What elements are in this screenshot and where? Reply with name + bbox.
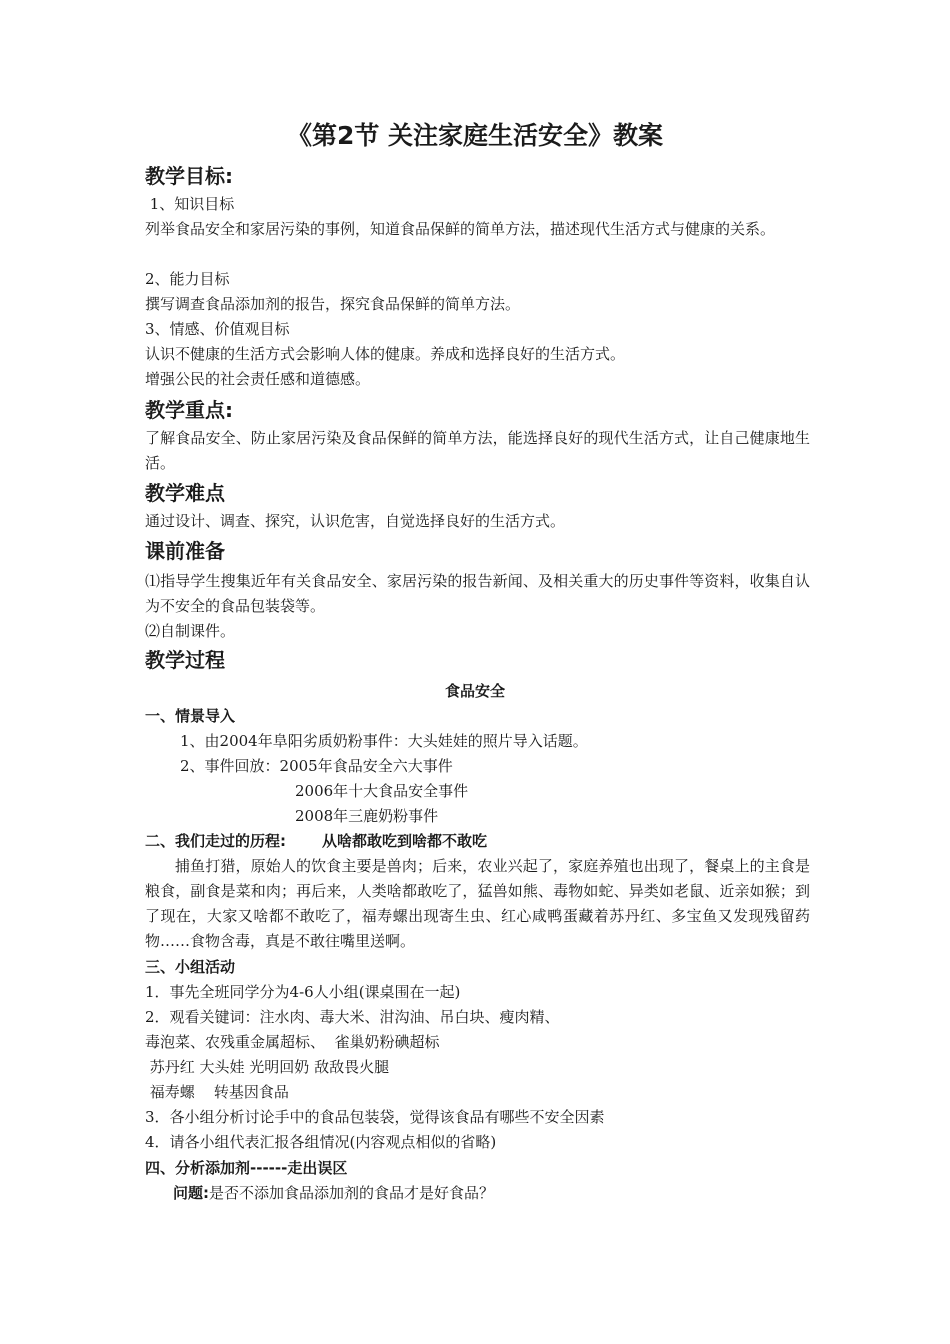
part2-heading	[145, 830, 487, 852]
ability-objective-text: 撰写调查食品添加剂的报告，探究食品保鲜的简单方法。	[145, 295, 521, 313]
part3-title: 三、小组活动	[145, 958, 236, 976]
part2-title: 二、我们走过的历程:	[145, 832, 286, 850]
key-points-text: 了解食品安全、防止家居污染及食品保鲜的简单方法，能选择良好的现代生活方式，让自己健康地生活。	[145, 429, 810, 472]
difficulties-heading: 教学难点	[145, 481, 225, 505]
part3-line-2: 2．观看关键词：注水肉、毒大米、泔沟油、吊白块、瘦肉精、	[145, 1008, 560, 1026]
preparation-item-1: ⑴指导学生搜集近年有关食品安全、家居污染的报告新闻、及相关重大的历史事件等资料，收集自认为不安全的食品包装袋等。	[145, 572, 810, 615]
part2-subtitle: 从啥都敢吃到啥都不敢吃	[322, 832, 488, 850]
part3-line-6: 3．各小组分析讨论手中的食品包装袋，觉得该食品有哪些不安全因素	[145, 1108, 605, 1126]
process-heading: 教学过程	[145, 648, 225, 672]
question-text: 是否不添加食品添加剂的食品才是好食品？	[209, 1184, 495, 1202]
section-title: 食品安全	[444, 682, 505, 700]
ability-objective-label: 2、能力目标	[145, 270, 230, 288]
document-title: 《第2节 关注家庭生活安全》教案	[286, 121, 664, 150]
part3-line-3: 毒泡菜、农残重金属超标、 雀巢奶粉碘超标	[145, 1033, 440, 1051]
preparation-heading: 课前准备	[145, 539, 225, 563]
emotion-objective-text-1: 认识不健康的生活方式会影响人体的健康。养成和选择良好的生活方式。	[145, 345, 626, 363]
part1-line-1: 1、由2004年阜阳劣质奶粉事件：大头娃娃的照片导入话题。	[180, 732, 588, 750]
emotion-objective-text-2: 增强公民的社会责任感和道德感。	[145, 370, 371, 388]
question-label: 问题:	[173, 1184, 209, 1202]
part1-line-4: 2008年三鹿奶粉事件	[295, 807, 439, 825]
part3-line-7: 4．请各小组代表汇报各组情况(内容观点相似的省略)	[145, 1133, 497, 1151]
knowledge-objective-text: 列举食品安全和家居污染的事例，知道食品保鲜的简单方法，描述现代生活方式与健康的关系。	[145, 220, 776, 238]
part3-line-5: 福寿螺 转基因食品	[145, 1083, 289, 1101]
part2-text: 捕鱼打猎，原始人的饮食主要是兽肉；后来，农业兴起了，家庭养殖也出现了，餐桌上的主食是粮食，副食是菜和肉；再后来，人类啥都敢吃了，猛兽如熊、毒物如蛇、异类如老鼠、近亲如猴；到了现在，大家又啥都不敢吃了，福寿螺出现寄生虫、红心咸鸭蛋藏着苏丹红、多宝鱼又发现残留药物……食物含毒，真是不敢往嘴里送啊。	[145, 857, 810, 950]
preparation-item-2: ⑵自制课件。	[145, 622, 236, 640]
part4-title: 四、分析添加剂------走出误区	[145, 1159, 348, 1177]
objectives-heading: 教学目标:	[145, 164, 233, 188]
part4-question	[173, 1181, 810, 1206]
part1-line-3: 2006年十大食品安全事件	[295, 782, 469, 800]
part1-title: 一、情景导入	[145, 707, 236, 725]
knowledge-objective-label: 1、知识目标	[145, 195, 235, 213]
part3-line-4: 苏丹红 大头娃 光明回奶 敌敌畏火腿	[145, 1058, 390, 1076]
difficulties-text: 通过设计、调查、探究，认识危害，自觉选择良好的生活方式。	[145, 512, 566, 530]
emotion-objective-label: 3、情感、价值观目标	[145, 320, 290, 338]
part1-line-2: 2、事件回放：2005年食品安全六大事件	[180, 757, 453, 775]
part3-line-1: 1．事先全班同学分为4-6人小组(课桌围在一起)	[145, 983, 461, 1001]
key-points-heading: 教学重点:	[145, 398, 233, 422]
